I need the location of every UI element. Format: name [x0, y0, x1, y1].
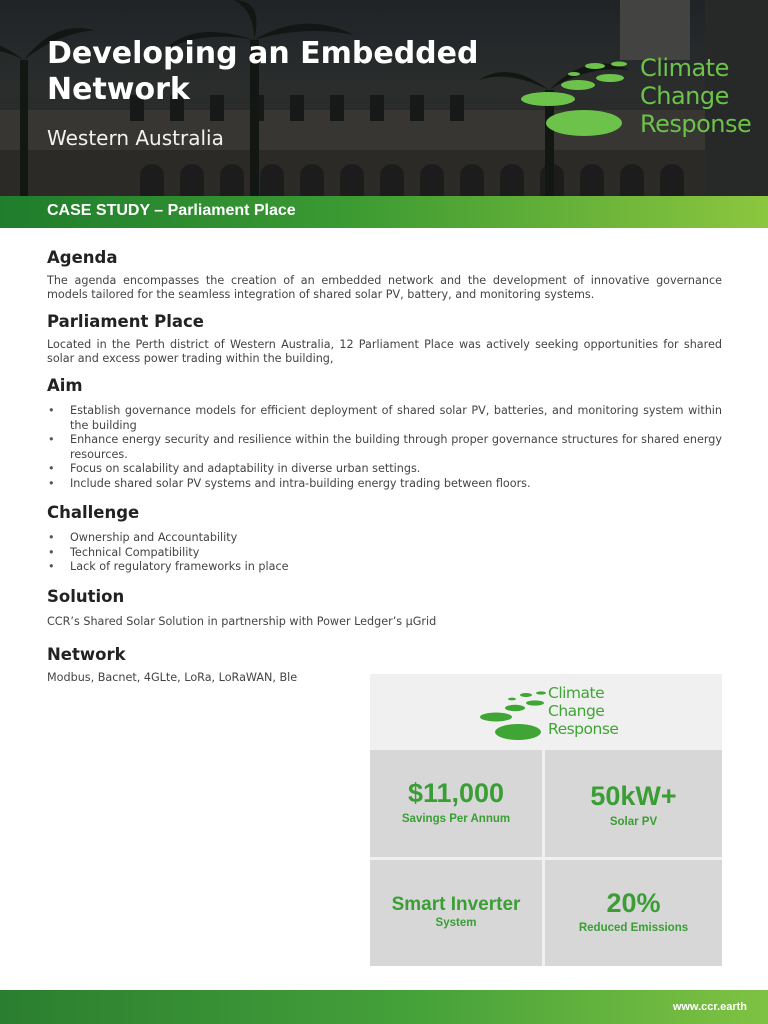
stat-savings-label: Savings Per Annum: [401, 813, 511, 825]
hero-banner: [0, 0, 768, 196]
ccr-logo-panel: [370, 674, 722, 748]
solution-heading: Solution: [47, 586, 125, 606]
solution-body: CCR’s Shared Solar Solution in partnership with Power Ledger’s µGrid: [47, 614, 437, 628]
challenge-item: • Lack of regulatory frameworks in place: [47, 560, 722, 575]
network-heading: Network: [47, 644, 126, 664]
logo-word-climate: Climate: [640, 54, 729, 82]
lilypad-logo-icon: [518, 54, 638, 146]
panel-logo-word-response: Response: [548, 720, 619, 738]
aim-list: [47, 404, 722, 491]
stat-emissions-value: 20%: [606, 888, 661, 918]
stat-emissions-label: Reduced Emissions: [578, 922, 689, 934]
parliament-body: Located in the Perth district of Western Australia, 12 Parliament Place was actively seeking opportunities for shared solar and excess power trading within the building,: [47, 338, 722, 365]
panel-logo-word-change: Change: [548, 702, 605, 720]
stat-inverter-label: System: [435, 917, 477, 929]
stat-solar: [545, 750, 722, 857]
stat-emissions: [545, 860, 722, 966]
logo-word-response: Response: [640, 110, 752, 138]
network-body: Modbus, Bacnet, 4GLte, LoRa, LoRaWAN, Ble: [47, 670, 298, 684]
challenge-heading: Challenge: [47, 503, 140, 522]
stat-solar-value: 50kW+: [590, 781, 677, 811]
ccr-logo-top: [518, 54, 758, 146]
agenda-heading: Agenda: [47, 248, 118, 267]
stat-inverter: [370, 860, 542, 966]
logo-word-change: Change: [640, 82, 729, 110]
agenda-body: The agenda encompasses the creation of an embedded network and the development of innovative governance models tailored for the seamless integration of shared solar PV, battery, and monitoring systems.: [47, 274, 722, 301]
lilypad-logo-icon: [474, 684, 554, 744]
challenge-item: • Ownership and Accountability: [47, 531, 722, 546]
aim-item: • Enhance energy security and resilience within the building through proper governance structures for shared energy resources.: [47, 433, 722, 462]
aim-item: • Focus on scalability and adaptability in diverse urban settings.: [47, 462, 722, 477]
case-study-band: [0, 196, 768, 228]
stat-solar-label: Solar PV: [609, 816, 658, 828]
aim-item: • Establish governance models for efficient deployment of shared solar PV, batteries, and monitoring system within the building: [47, 404, 722, 433]
parliament-heading: Parliament Place: [47, 312, 204, 331]
hero-title: Developing an Embedded Network: [47, 36, 479, 107]
stats-panel: [370, 674, 722, 966]
challenge-list: [47, 531, 722, 575]
main-content: [47, 248, 722, 695]
aim-item: • Include shared solar PV systems and intra-building energy trading between floors.: [47, 477, 722, 492]
aim-heading: Aim: [47, 376, 83, 395]
website-link[interactable]: www.ccr.earth: [672, 1001, 747, 1013]
case-study-label: CASE STUDY – Parliament Place: [47, 202, 296, 219]
hero-subtitle: Western Australia: [47, 126, 224, 150]
challenge-item: • Technical Compatibility: [47, 546, 722, 561]
footer-band: [0, 990, 768, 1024]
stat-inverter-value: Smart Inverter: [391, 894, 521, 915]
panel-logo-word-climate: Climate: [548, 684, 605, 702]
stat-savings: [370, 750, 542, 857]
stat-savings-value: $11,000: [407, 778, 505, 808]
